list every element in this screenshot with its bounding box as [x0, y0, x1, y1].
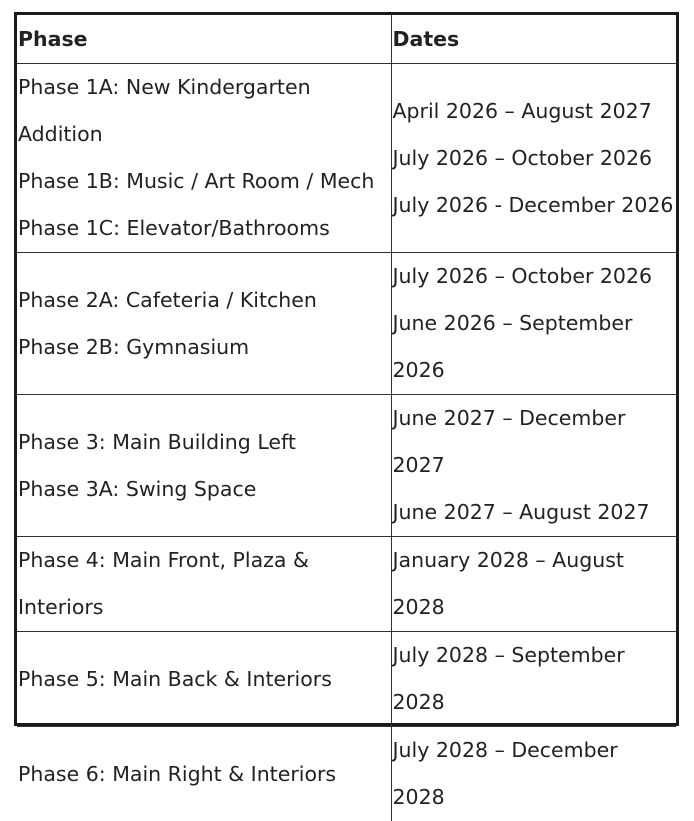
table-row: [17, 395, 676, 537]
dates-cell: [391, 727, 676, 821]
phase-line: Phase 2A: Cafeteria / Kitchen: [18, 277, 391, 324]
phase-cell: [17, 395, 391, 537]
phase-schedule-table-container: [14, 12, 679, 726]
phase-line: Addition: [18, 111, 391, 158]
phase-cell: [17, 537, 391, 632]
dates-line: 2026: [393, 347, 677, 394]
table-row: [17, 253, 676, 395]
dates-line: July 2026 – October 2026: [393, 135, 677, 182]
phase-line: Phase 4: Main Front, Plaza &: [18, 537, 391, 584]
dates-line: June 2026 – September: [393, 300, 677, 347]
phase-cell: [17, 632, 391, 727]
table-row: [17, 632, 676, 727]
phase-cell: [17, 253, 391, 395]
dates-line: January 2028 – August 2028: [393, 537, 677, 631]
phase-line: Phase 3A: Swing Space: [18, 466, 391, 513]
dates-line: June 2027 – December: [393, 395, 677, 442]
dates-cell: [391, 632, 676, 727]
dates-cell: [391, 537, 676, 632]
table-header-row: [17, 15, 676, 64]
dates-line: July 2028 – September 2028: [393, 632, 677, 726]
phase-line: Phase 1B: Music / Art Room / Mech: [18, 158, 391, 205]
phase-line: Phase 1C: Elevator/Bathrooms: [18, 205, 391, 252]
table-row: [17, 64, 676, 253]
header-dates: Dates: [391, 15, 676, 64]
phase-schedule-table: [17, 15, 676, 821]
table-row: [17, 537, 676, 632]
phase-cell: [17, 727, 391, 821]
dates-cell: [391, 64, 676, 253]
phase-line: Phase 2B: Gymnasium: [18, 324, 391, 371]
header-phase: Phase: [17, 15, 391, 64]
dates-line: July 2026 – October 2026: [393, 253, 677, 300]
phase-line: Phase 3: Main Building Left: [18, 419, 391, 466]
phase-line: Phase 5: Main Back & Interiors: [18, 656, 391, 703]
phase-line: Interiors: [18, 584, 391, 631]
phase-cell: [17, 64, 391, 253]
dates-line: June 2027 – August 2027: [393, 489, 677, 536]
dates-line: 2027: [393, 442, 677, 489]
dates-line: July 2026 - December 2026: [393, 182, 677, 229]
dates-line: July 2028 – December 2028: [393, 727, 677, 821]
dates-line: April 2026 – August 2027: [393, 88, 677, 135]
dates-cell: [391, 253, 676, 395]
phase-line: Phase 1A: New Kindergarten: [18, 64, 391, 111]
dates-cell: [391, 395, 676, 537]
phase-line: Phase 6: Main Right & Interiors: [18, 751, 391, 798]
table-row: [17, 727, 676, 821]
